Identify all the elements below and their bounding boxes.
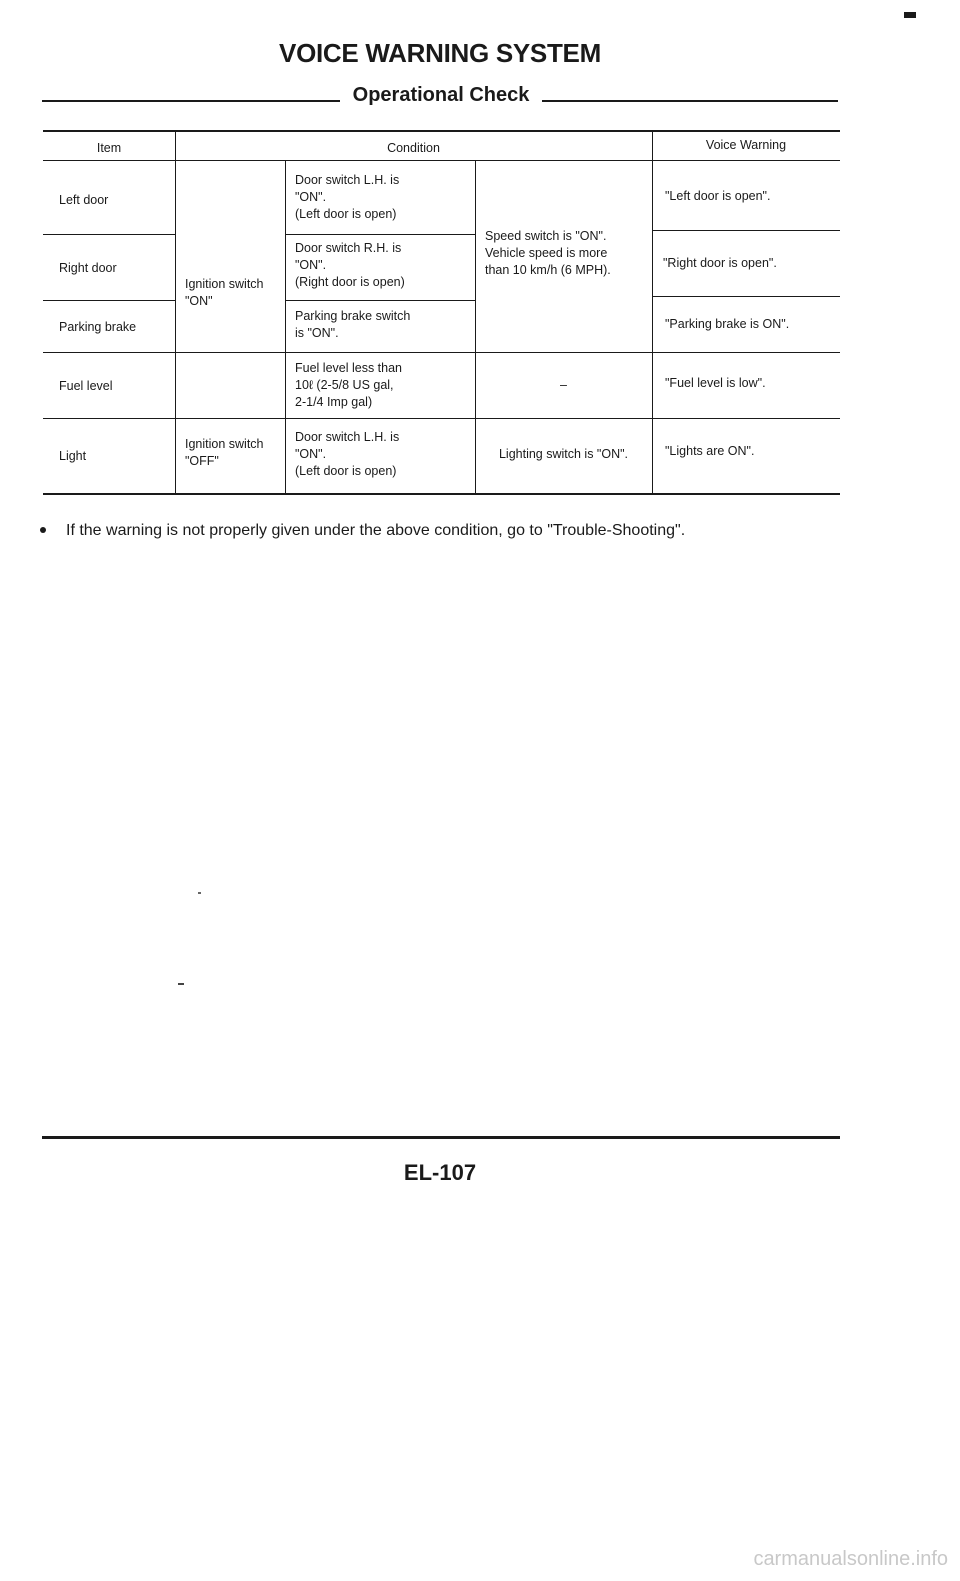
condition-light: Door switch L.H. is "ON". (Left door is open) (295, 430, 400, 478)
heading-rule-right (542, 100, 838, 102)
condition-right-door: Door switch R.H. is "ON". (Right door is open) (295, 241, 405, 289)
item-left-door: Left door (59, 193, 109, 207)
scan-speck (198, 892, 201, 894)
heading-rule-left (42, 100, 340, 102)
warning-fuel-level: "Fuel level is low". (665, 376, 766, 390)
row-rule (285, 234, 475, 235)
section-heading (42, 84, 838, 114)
scan-speck (178, 983, 184, 985)
header-voice-warning: Voice Warning (705, 138, 787, 152)
header-rule-item (43, 160, 175, 161)
ignition-off: Ignition switch "OFF" (185, 437, 264, 468)
row-rule (43, 352, 840, 353)
note-text: If the warning is not properly given under the above condition, go to "Trouble-Shooting". (66, 522, 686, 539)
lighting-condition: Lighting switch is "ON". (498, 447, 629, 461)
condition-left-door: Door switch L.H. is "ON". (Left door is open) (295, 173, 400, 221)
column-rule (285, 160, 286, 495)
bullet-icon (40, 527, 46, 533)
item-light: Light (59, 449, 87, 463)
header-item: Item (96, 141, 122, 155)
warning-right-door: "Right door is open". (663, 256, 777, 270)
row-rule (652, 296, 840, 297)
troubleshooting-note (40, 522, 685, 540)
condition-fuel-level: Fuel level less than 10ℓ (2-5/8 US gal, 2-1/4 Imp gal) (295, 361, 403, 409)
ignition-on: Ignition switch "ON" (185, 277, 264, 308)
condition-parking-brake: Parking brake switch is "ON". (295, 309, 411, 340)
warning-parking-brake: "Parking brake is ON". (665, 317, 790, 331)
table-top-rule (43, 130, 840, 132)
row-rule (285, 300, 475, 301)
column-rule (652, 130, 653, 495)
fuel-speed-dash: – (560, 378, 567, 392)
column-rule (175, 130, 176, 495)
header-rule (175, 160, 840, 161)
row-rule (652, 230, 840, 231)
footer-rule (42, 1136, 840, 1139)
watermark: carmanualsonline.info (753, 1548, 948, 1570)
warning-light: "Lights are ON". (665, 444, 755, 458)
warning-left-door: "Left door is open". (665, 189, 771, 203)
operational-check-table (43, 130, 840, 496)
column-rule (475, 160, 476, 495)
row-rule (43, 300, 175, 301)
header-condition: Condition (387, 141, 440, 155)
table-bottom-rule (43, 493, 840, 495)
item-parking-brake: Parking brake (59, 320, 137, 334)
row-rule (43, 418, 840, 419)
speed-condition: Speed switch is "ON". Vehicle speed is more than 10 km/h (6 MPH). (485, 229, 611, 277)
corner-mark (904, 12, 916, 18)
item-right-door: Right door (59, 261, 117, 275)
row-rule (43, 234, 175, 235)
page-number: EL-107 (403, 1160, 477, 1185)
page-title: VOICE WARNING SYSTEM (279, 38, 601, 68)
item-fuel-level: Fuel level (59, 379, 113, 393)
section-title: Operational Check (352, 84, 530, 106)
